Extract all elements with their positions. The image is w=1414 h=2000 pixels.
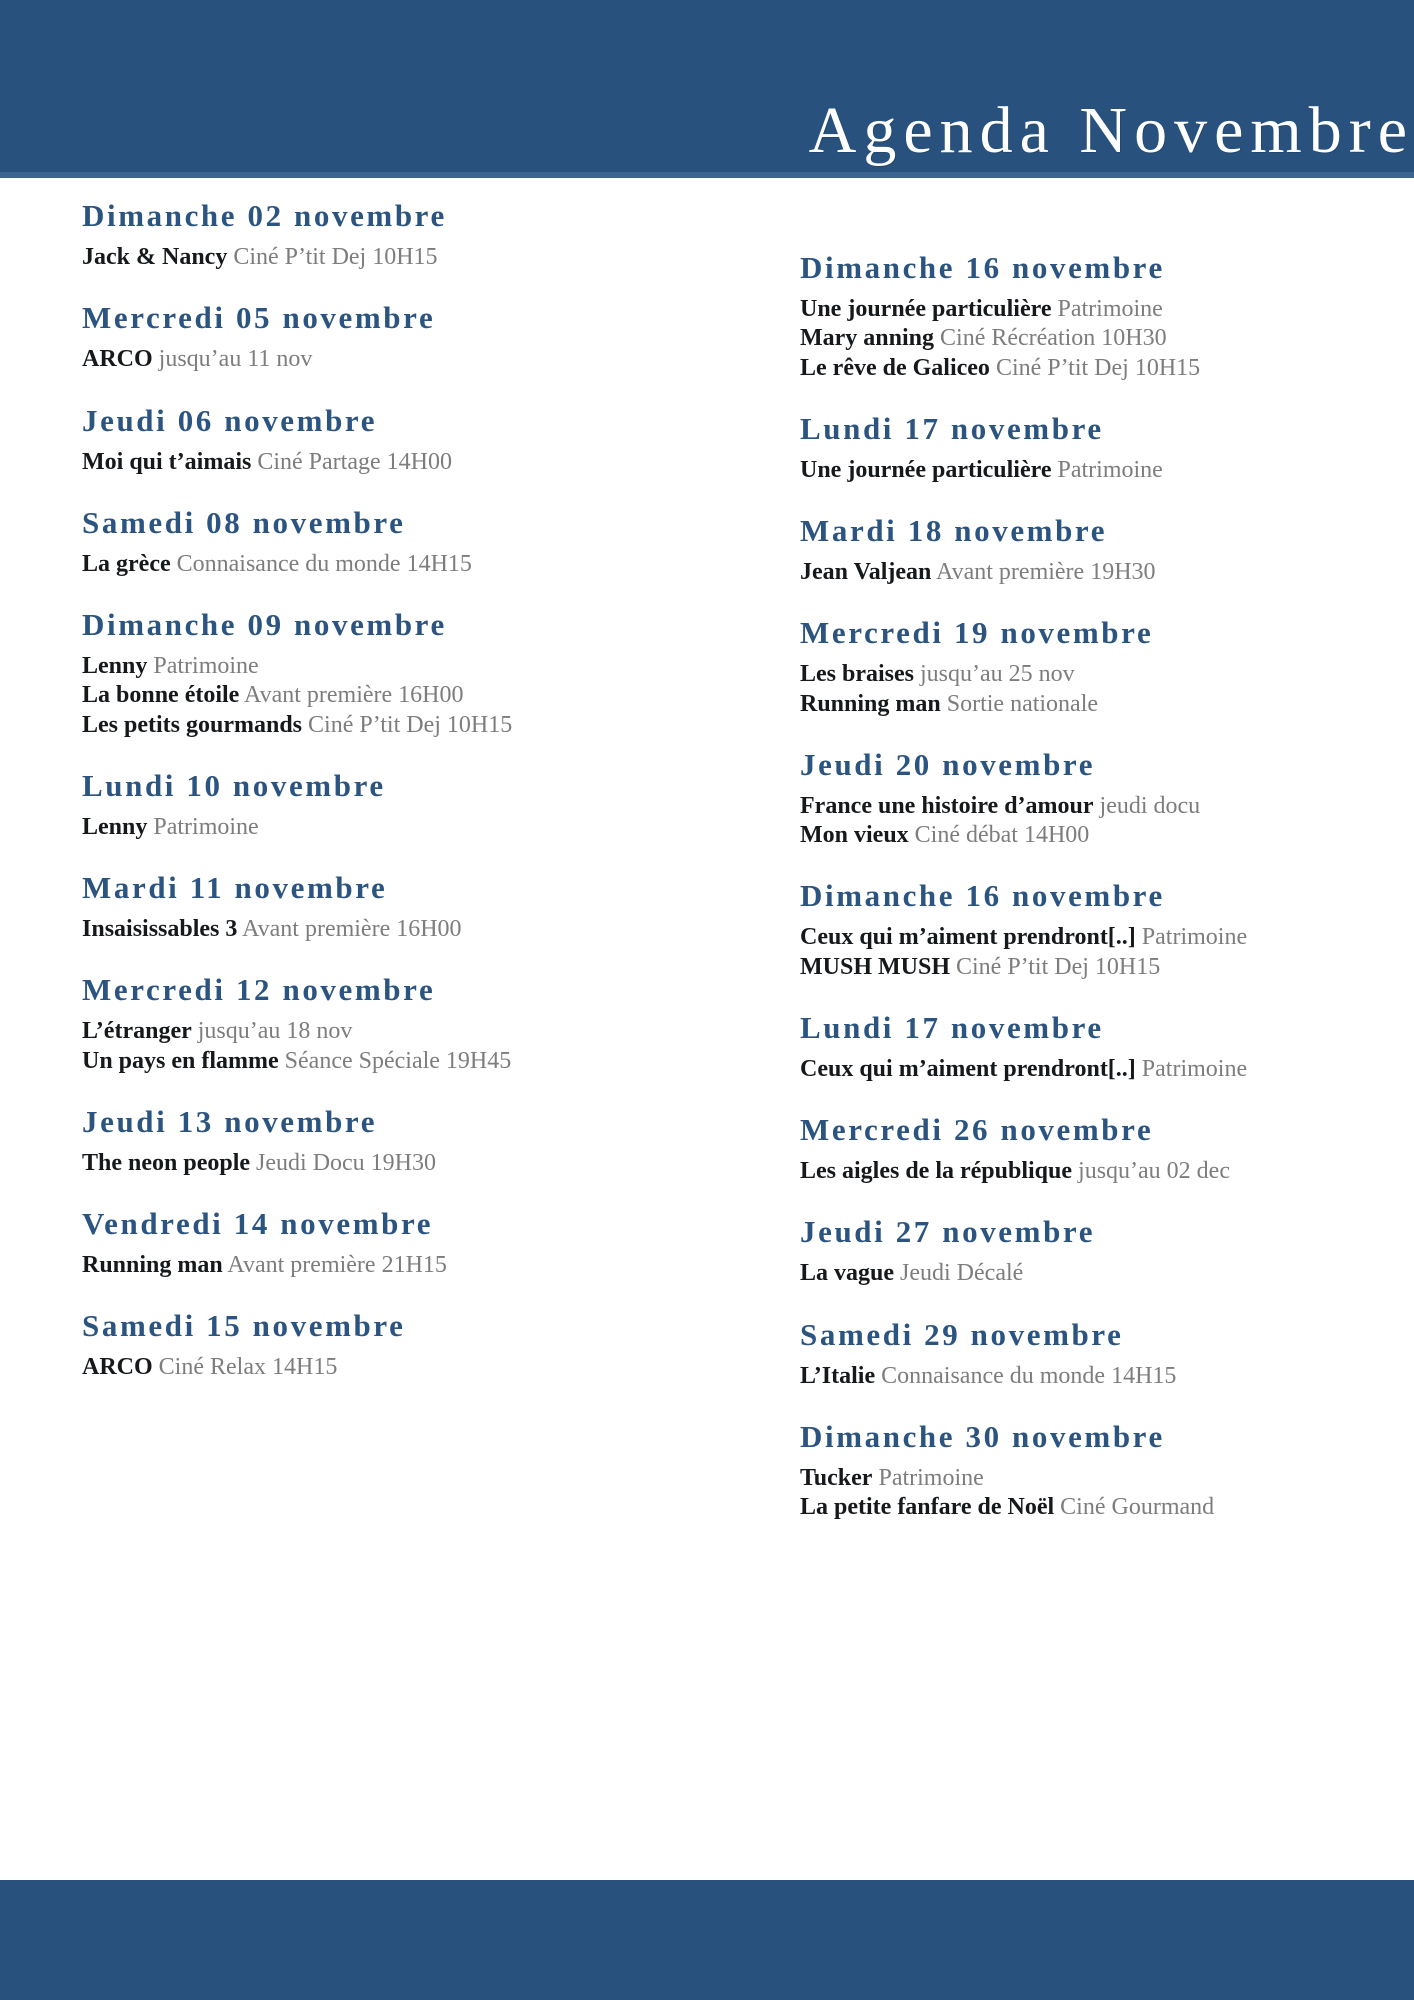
event-title: Lenny — [82, 653, 148, 680]
event-line — [82, 813, 642, 842]
event-detail: Avant première 19H30 — [936, 559, 1156, 586]
event-line — [82, 681, 642, 710]
day-group — [800, 1316, 1400, 1391]
event-detail: Ciné P’tit Dej 10H15 — [995, 354, 1201, 381]
day-heading: Dimanche 30 novembre — [800, 1418, 1165, 1454]
header-bar — [0, 0, 1414, 178]
event-title: Mon vieux — [800, 822, 909, 849]
event-title: Ceux qui m’aiment prendront[..] — [800, 924, 1136, 951]
event-line — [82, 550, 642, 579]
event-title: Un pays en flamme — [82, 1047, 279, 1074]
event-title: Running man — [82, 1252, 223, 1279]
day-heading: Dimanche 16 novembre — [800, 250, 1165, 285]
day-heading: Jeudi 13 novembre — [82, 1103, 378, 1139]
day-heading: Lundi 17 novembre — [800, 1009, 1104, 1045]
event-detail: Sortie nationale — [946, 690, 1099, 717]
event-title: Une journée particulière — [800, 456, 1052, 483]
day-group — [82, 1103, 642, 1178]
event-title: ARCO — [82, 346, 153, 373]
event-line — [800, 660, 1400, 689]
event-detail: jusqu’au 02 dec — [1078, 1158, 1230, 1185]
agenda-content — [0, 178, 1414, 1880]
event-line — [82, 711, 642, 740]
event-title: The neon people — [82, 1149, 251, 1176]
event-detail: Ciné Gourmand — [1060, 1494, 1215, 1521]
event-line — [82, 1149, 642, 1178]
event-detail: Patrimoine — [1141, 924, 1248, 951]
event-line — [800, 821, 1400, 850]
day-group — [800, 1009, 1400, 1084]
event-line — [82, 1047, 642, 1076]
event-line — [82, 243, 642, 272]
event-line — [800, 1493, 1400, 1522]
day-heading: Mercredi 12 novembre — [82, 972, 436, 1008]
event-line — [800, 1362, 1400, 1391]
event-detail: Connaisance du monde 14H15 — [176, 550, 472, 577]
day-heading: Jeudi 20 novembre — [800, 746, 1096, 782]
day-group — [800, 1216, 1400, 1288]
day-heading: Dimanche 02 novembre — [82, 198, 447, 233]
day-heading: Samedi 08 novembre — [82, 504, 406, 540]
day-heading: Mardi 18 novembre — [800, 513, 1108, 549]
event-line — [800, 324, 1400, 353]
day-group — [82, 402, 642, 477]
event-title: Lenny — [82, 813, 148, 840]
event-title: Tucker — [800, 1464, 873, 1491]
day-heading: Mercredi 26 novembre — [800, 1112, 1154, 1148]
event-detail: Patrimoine — [153, 813, 259, 840]
event-line — [82, 1353, 642, 1382]
event-line — [800, 456, 1400, 485]
event-detail: Ciné P’tit Dej 10H15 — [233, 244, 438, 270]
event-title: La vague — [800, 1260, 895, 1287]
day-group — [82, 504, 642, 579]
event-title: L’Italie — [800, 1362, 876, 1389]
event-detail: Patrimoine — [1057, 296, 1163, 322]
day-group — [82, 200, 642, 272]
event-line — [82, 345, 642, 374]
event-title: Insaisissables 3 — [82, 916, 238, 943]
day-group — [800, 617, 1400, 719]
event-title: Ceux qui m’aiment prendront[..] — [800, 1055, 1136, 1082]
event-title: Les braises — [800, 661, 914, 688]
day-heading: Jeudi 27 novembre — [800, 1214, 1096, 1250]
event-detail: Ciné Partage 14H00 — [257, 448, 452, 475]
day-group — [800, 746, 1400, 851]
event-detail: Patrimoine — [1057, 456, 1163, 483]
event-line — [800, 354, 1400, 383]
event-line — [82, 915, 642, 944]
event-line — [800, 1464, 1400, 1493]
day-group — [82, 872, 642, 944]
event-title: Jean Valjean — [800, 559, 932, 586]
event-detail: Avant première 16H00 — [244, 682, 464, 709]
event-title: France une histoire d’amour — [800, 792, 1094, 819]
event-line — [800, 558, 1400, 587]
day-heading: Mardi 11 novembre — [82, 870, 388, 906]
event-title: Les petits gourmands — [82, 711, 303, 738]
event-detail: Patrimoine — [1141, 1055, 1248, 1082]
day-group — [82, 609, 642, 740]
event-detail: Ciné P’tit Dej 10H15 — [956, 953, 1161, 980]
day-group — [82, 974, 642, 1076]
day-group — [800, 515, 1400, 587]
day-group — [800, 410, 1400, 485]
event-title: La bonne étoile — [82, 682, 240, 709]
event-detail: Patrimoine — [153, 653, 259, 680]
event-line — [800, 1055, 1400, 1084]
event-title: MUSH MUSH — [800, 953, 950, 980]
event-detail: Ciné Relax 14H15 — [158, 1354, 338, 1381]
event-title: La petite fanfare de Noël — [800, 1494, 1055, 1521]
day-group — [800, 880, 1400, 982]
day-heading: Vendredi 14 novembre — [82, 1206, 434, 1242]
event-detail: Avant première 21H15 — [227, 1252, 447, 1279]
agenda-column-left — [82, 178, 642, 1383]
event-line — [82, 652, 642, 681]
day-heading: Lundi 10 novembre — [82, 767, 386, 803]
day-group — [82, 1310, 642, 1382]
day-heading: Samedi 15 novembre — [82, 1308, 406, 1344]
event-detail: jeudi docu — [1099, 792, 1201, 819]
event-detail: jusqu’au 18 nov — [197, 1018, 353, 1045]
day-heading: Mercredi 19 novembre — [800, 615, 1154, 651]
agenda-column-right — [800, 178, 1400, 1523]
event-line — [800, 792, 1400, 821]
event-line — [800, 953, 1400, 982]
event-line — [800, 923, 1400, 952]
footer-bar — [0, 1880, 1414, 2000]
event-detail: Ciné P’tit Dej 10H15 — [308, 711, 513, 738]
day-heading: Dimanche 16 novembre — [800, 878, 1165, 914]
day-group — [800, 1418, 1400, 1523]
event-detail: jusqu’au 11 nov — [158, 346, 313, 373]
day-group — [800, 252, 1400, 383]
event-detail: Ciné Récréation 10H30 — [940, 325, 1167, 352]
day-group — [800, 1114, 1400, 1186]
event-title: Jack & Nancy — [82, 244, 228, 270]
event-detail: Séance Spéciale 19H45 — [284, 1047, 512, 1074]
event-detail: Jeudi Décalé — [900, 1260, 1024, 1287]
day-heading: Jeudi 06 novembre — [82, 402, 378, 438]
event-title: Mary anning — [800, 325, 935, 352]
event-title: Running man — [800, 690, 941, 717]
event-title: La grèce — [82, 550, 171, 577]
event-title: Une journée particulière — [800, 296, 1052, 322]
event-line — [800, 690, 1400, 719]
event-detail: Patrimoine — [878, 1464, 984, 1491]
event-title: Les aigles de la république — [800, 1158, 1073, 1185]
event-detail: Connaisance du monde 14H15 — [881, 1362, 1177, 1389]
day-group — [82, 767, 642, 842]
event-detail: Avant première 16H00 — [242, 916, 462, 943]
event-line — [82, 1017, 642, 1046]
event-detail: Ciné débat 14H00 — [914, 822, 1090, 849]
day-heading: Samedi 29 novembre — [800, 1316, 1124, 1352]
event-detail: Jeudi Docu 19H30 — [256, 1149, 437, 1176]
day-group — [82, 302, 642, 374]
event-detail: jusqu’au 25 nov — [920, 661, 1075, 688]
day-heading: Lundi 17 novembre — [800, 410, 1104, 446]
page-title: Agenda Novembre — [808, 94, 1414, 167]
event-line — [82, 1251, 642, 1280]
event-title: Le rêve de Galiceo — [800, 354, 990, 381]
event-line — [800, 1157, 1400, 1186]
day-heading: Dimanche 09 novembre — [82, 607, 447, 643]
day-group — [82, 1208, 642, 1280]
event-line — [82, 448, 642, 477]
day-heading: Mercredi 05 novembre — [82, 300, 436, 336]
event-title: ARCO — [82, 1354, 153, 1381]
event-line — [800, 295, 1400, 324]
event-title: L’étranger — [82, 1018, 192, 1045]
event-line — [800, 1259, 1400, 1288]
event-title: Moi qui t’aimais — [82, 448, 252, 475]
